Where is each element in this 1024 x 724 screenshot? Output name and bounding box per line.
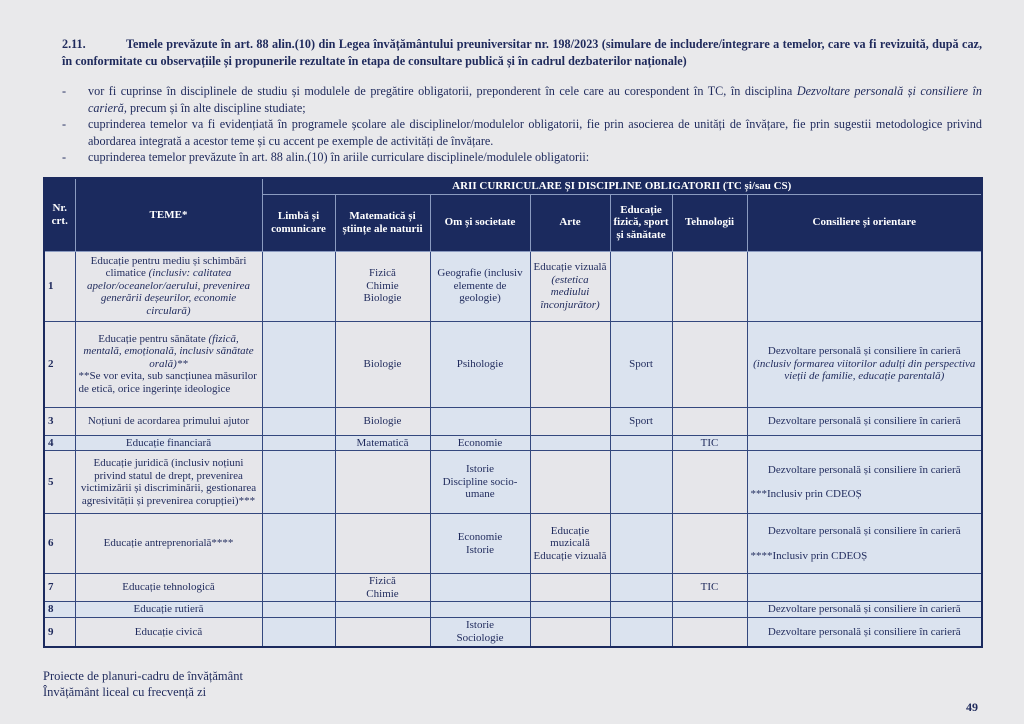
row-number: 6 [44, 514, 75, 574]
discipline-cell [747, 251, 982, 321]
discipline-cell: Matematică [335, 435, 430, 451]
discipline-cell: Economie [430, 435, 530, 451]
discipline-cell [530, 617, 610, 647]
themes-table [43, 177, 983, 648]
row-number: 5 [44, 451, 75, 514]
discipline-cell: Dezvoltare personală și consiliere în carieră [747, 602, 982, 618]
section-heading [62, 36, 982, 70]
discipline-cell [747, 574, 982, 602]
discipline-cell: Dezvoltare personală și consiliere în carieră [747, 407, 982, 435]
discipline-cell [262, 251, 335, 321]
discipline-cell [262, 602, 335, 618]
table-row [44, 451, 982, 514]
discipline-cell: Sport [610, 407, 672, 435]
table-row [44, 602, 982, 618]
theme-cell: Educație rutieră [75, 602, 262, 618]
discipline-cell: Dezvoltare personală și consiliere în carieră (inclusiv formarea viitorilor adulți din perspectiva vieții de familie, educație parentală) [747, 321, 982, 407]
header-column: Om și societate [430, 194, 530, 251]
discipline-cell: Istorie Sociologie [430, 617, 530, 647]
theme-cell: Educație pentru mediu și schimbări climatice (inclusiv: calitatea apelor/oceanelor/aerului, prevenirea generării deșeurilor, economie circulară) [75, 251, 262, 321]
discipline-cell [672, 617, 747, 647]
row-number: 4 [44, 435, 75, 451]
bullet-list [62, 83, 982, 166]
header-column: Matematică și științe ale naturii [335, 194, 430, 251]
discipline-cell: Dezvoltare personală și consiliere în carieră ****Inclusiv prin CDEOȘ [747, 514, 982, 574]
row-number: 1 [44, 251, 75, 321]
discipline-cell [610, 514, 672, 574]
discipline-cell: Educație vizuală (estetica mediului înconjurător) [530, 251, 610, 321]
bullet-item: - cuprinderea temelor va fi evidențiată în programele școlare ale disciplinelor/modulelor obligatorii, fie prin asocierea de unități de învățare, fie prin sugestii metodologice privind abordarea integrată a acestor teme și cu accent pe exemple de activități de învățare. [62, 116, 982, 149]
discipline-cell [430, 574, 530, 602]
row-number: 2 [44, 321, 75, 407]
discipline-cell [530, 321, 610, 407]
footer [43, 668, 243, 700]
discipline-cell [610, 435, 672, 451]
table-row [44, 617, 982, 647]
discipline-cell [610, 574, 672, 602]
discipline-cell: Fizică Chimie Biologie [335, 251, 430, 321]
discipline-cell [530, 407, 610, 435]
discipline-cell [335, 514, 430, 574]
discipline-cell [530, 602, 610, 618]
theme-cell: Educație antreprenorială**** [75, 514, 262, 574]
discipline-cell: TIC [672, 435, 747, 451]
bullet-item: - vor fi cuprinse în disciplinele de studiu și modulele de pregătire obligatorii, preponderent în cele care au corespondent în TC, în disciplina Dezvoltare personală și consiliere în carieră, precum și în alte discipline studiate; [62, 83, 982, 116]
header-column: Consiliere și orientare [747, 194, 982, 251]
header-column: Educație fizică, sport și sănătate [610, 194, 672, 251]
header-column: Arte [530, 194, 610, 251]
discipline-cell [610, 451, 672, 514]
discipline-cell [610, 602, 672, 618]
header-nr: Nr. crt. [44, 178, 75, 251]
discipline-cell: Biologie [335, 407, 430, 435]
discipline-cell: Geografie (inclusiv elemente de geologie) [430, 251, 530, 321]
theme-cell: Educație financiară [75, 435, 262, 451]
theme-cell: Educație civică [75, 617, 262, 647]
discipline-cell [262, 407, 335, 435]
table-row [44, 407, 982, 435]
discipline-cell [672, 514, 747, 574]
discipline-cell [747, 435, 982, 451]
table-row [44, 514, 982, 574]
header-group: ARII CURRICULARE ȘI DISCIPLINE OBLIGATORII (TC și/sau CS) [262, 178, 982, 194]
bullet-item: - cuprinderea temelor prevăzute în art. 88 alin.(10) în ariile curriculare disciplinele/modulele obligatorii: [62, 149, 982, 166]
row-number: 7 [44, 574, 75, 602]
discipline-cell [530, 451, 610, 514]
row-number: 3 [44, 407, 75, 435]
discipline-cell [335, 451, 430, 514]
table-row [44, 251, 982, 321]
row-number: 8 [44, 602, 75, 618]
header-teme: TEME* [75, 178, 262, 251]
discipline-cell [672, 602, 747, 618]
table-row [44, 574, 982, 602]
discipline-cell: Dezvoltare personală și consiliere în carieră [747, 617, 982, 647]
header-column: Tehnologii [672, 194, 747, 251]
discipline-cell [335, 602, 430, 618]
theme-cell: Educație tehnologică [75, 574, 262, 602]
discipline-cell: Sport [610, 321, 672, 407]
theme-cell: Noțiuni de acordarea primului ajutor [75, 407, 262, 435]
discipline-cell [430, 407, 530, 435]
discipline-cell: Istorie Discipline socio-umane [430, 451, 530, 514]
discipline-cell [430, 602, 530, 618]
discipline-cell [530, 574, 610, 602]
theme-cell: Educație juridică (inclusiv noțiuni privind statul de drept, prevenirea victimizării și discriminării, gestionarea agresivității și prevenirea corupției)*** [75, 451, 262, 514]
discipline-cell [262, 617, 335, 647]
discipline-cell [262, 451, 335, 514]
discipline-cell [610, 251, 672, 321]
theme-cell: Educație pentru sănătate (fizică, mentală, emoțională, inclusiv sănătate orală)** **Se vor evita, sub sancțiunea măsurilor de etică, orice ingerințe ideologice [75, 321, 262, 407]
discipline-cell [610, 617, 672, 647]
footer-line-1: Proiecte de planuri-cadru de învățământ [43, 669, 243, 683]
footer-line-2: Învățământ liceal cu frecvență zi [43, 685, 207, 699]
discipline-cell [672, 451, 747, 514]
discipline-cell [262, 574, 335, 602]
discipline-cell [672, 251, 747, 321]
discipline-cell [672, 407, 747, 435]
row-number: 9 [44, 617, 75, 647]
section-number: 2.11. [62, 37, 86, 51]
section-title: Temele prevăzute în art. 88 alin.(10) din Legea învățământului preuniversitar nr. 198/2023 (simulare de includere/integrare a temelor, care va fi revizuită, după caz, în conformitate cu observațiile și propunerile rezultate în etapa de consultare publică și în cadrul dezbaterilor naționale) [62, 37, 982, 68]
discipline-cell: Educație muzicală Educație vizuală [530, 514, 610, 574]
discipline-cell [335, 617, 430, 647]
discipline-cell: Psihologie [430, 321, 530, 407]
page-number: 49 [966, 700, 978, 714]
discipline-cell: Fizică Chimie [335, 574, 430, 602]
discipline-cell: Biologie [335, 321, 430, 407]
discipline-cell: Dezvoltare personală și consiliere în carieră ***Inclusiv prin CDEOȘ [747, 451, 982, 514]
discipline-cell [672, 321, 747, 407]
discipline-cell [262, 321, 335, 407]
discipline-cell [262, 514, 335, 574]
table-row [44, 435, 982, 451]
discipline-cell [530, 435, 610, 451]
table-row [44, 321, 982, 407]
header-column: Limbă și comunicare [262, 194, 335, 251]
discipline-cell: TIC [672, 574, 747, 602]
discipline-cell: Economie Istorie [430, 514, 530, 574]
discipline-cell [262, 435, 335, 451]
